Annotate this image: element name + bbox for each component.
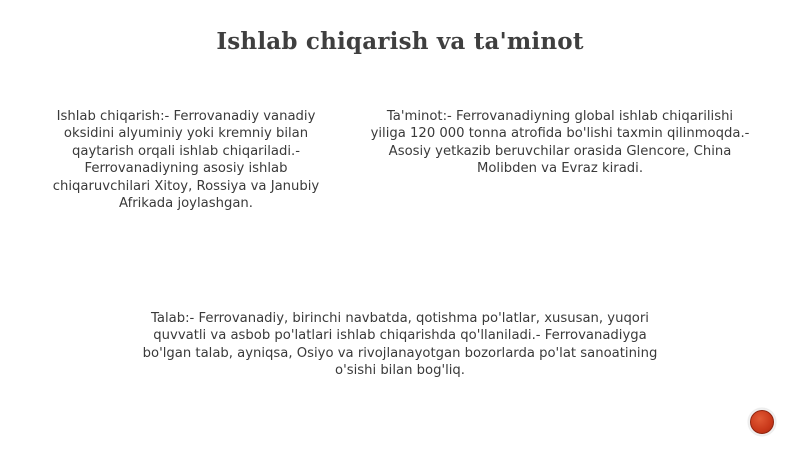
supply-text-block: Ta'minot:- Ferrovanadiyning global ishlab chiqarilishi yiliga 120 000 tonna atrofida bo'lishi taxmin qilinmoqda.- Asosiy yetkazib beruvchilar orasida Glencore, China Molibden va Evraz kiradi.: [370, 109, 750, 177]
slide-title: Ishlab chiqarish va ta'minot: [216, 28, 584, 55]
demand-text-block: Talab:- Ferrovanadiy, birinchi navbatda, qotishma po'latlar, xususan, yuqori quvvatli va asbob po'latlari ishlab chiqarishda qo'llaniladi.- Ferrovanadiyga bo'lgan talab, ayniqsa, Osiyo va rivojlanayotgan bozorlarda po'lat sanoatining o'sishi bilan bog'liq.: [142, 311, 658, 379]
production-text-block: Ishlab chiqarish:- Ferrovanadiy vanadiy oksidini alyuminiy yoki kremniy bilan qaytarish orqali ishlab chiqariladi.- Ferrovanadiyning asosiy ishlab chiqaruvchilari Xitoy, Rossiya va Janubiy Afrikada joylashgan.: [52, 109, 320, 212]
circle-nav-icon: [750, 410, 774, 434]
slide-nav-button[interactable]: [748, 408, 776, 436]
